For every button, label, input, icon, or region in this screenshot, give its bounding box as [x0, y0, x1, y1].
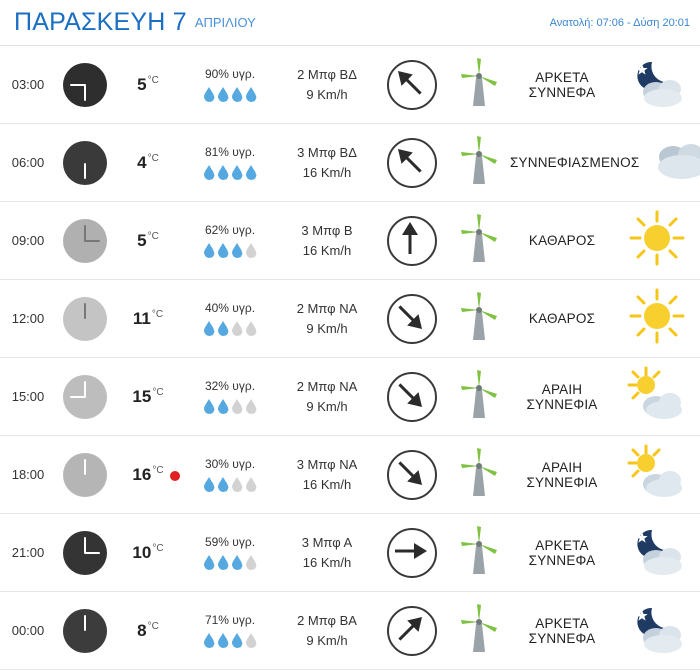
wind-beaufort: 2 Μπφ ΝΑ: [296, 378, 358, 394]
wind-speed: 16 Km/h: [302, 554, 352, 570]
humidity-drop: [246, 321, 257, 336]
temperature-value: 5: [137, 74, 147, 94]
wind-cell: [278, 65, 376, 105]
temperature-unit: °C: [147, 620, 159, 632]
turbine-cell: [448, 212, 510, 269]
humidity-drop: [218, 243, 229, 258]
humidity-label: 90% υγρ.: [204, 67, 256, 81]
wind-direction-cell: [376, 450, 448, 500]
humidity-drop: [218, 399, 229, 414]
weather-icon-cloudy: [651, 135, 700, 190]
row-time: 00:00: [11, 623, 45, 638]
wind-turbine-icon: [455, 524, 503, 581]
wind-beaufort: 2 Μπφ ΒΔ: [297, 66, 357, 82]
turbine-cell: [448, 602, 510, 659]
temperature: [114, 231, 182, 251]
forecast-row[interactable]: [0, 358, 700, 436]
humidity-drop: [218, 633, 229, 648]
humidity-drop: [232, 477, 243, 492]
clock-icon: [56, 609, 114, 653]
condition-label: ΑΡΚΕΤΑ ΣΥΝΝΕΦΑ: [528, 69, 596, 100]
turbine-cell: [448, 524, 510, 581]
humidity-label: 30% υγρ.: [204, 457, 256, 471]
humidity-drop: [218, 321, 229, 336]
wind-direction-cell: [376, 138, 448, 188]
forecast-row[interactable]: [0, 46, 700, 124]
temperature-unit: °C: [151, 308, 164, 320]
condition-label: ΑΡΚΕΤΑ ΣΥΝΝΕΦΑ: [528, 537, 596, 568]
wind-beaufort: 2 Μπφ ΝΑ: [296, 300, 358, 316]
humidity-label: 81% υγρ.: [204, 145, 256, 159]
humidity-cell: [182, 145, 278, 180]
temperature-value: 11: [132, 308, 151, 328]
weather-icon-cell: [614, 524, 700, 581]
weather-icon-night-cloudy: [626, 56, 688, 113]
temperature: [114, 621, 182, 641]
weather-icon-cell: [614, 209, 700, 272]
wind-speed: 9 Km/h: [306, 320, 348, 336]
humidity-drop: [232, 399, 243, 414]
sunrise-sunset-label: Ανατολή: 07:06 - Δύση 20:01: [549, 16, 690, 29]
wind-beaufort: 3 Μπφ Α: [301, 534, 353, 550]
temperature-value: 8: [137, 620, 147, 640]
wind-beaufort: 3 Μπφ ΒΔ: [297, 144, 357, 160]
condition-label: ΑΡΑΙΗ ΣΥΝΝΕΦΙΑ: [526, 381, 598, 412]
weather-icon-night-cloudy: [626, 524, 688, 581]
forecast-header: [0, 0, 700, 46]
wind-turbine-icon: [455, 134, 503, 191]
wind-speed: 9 Km/h: [306, 632, 348, 648]
alert-dot-icon[interactable]: [170, 471, 180, 481]
row-time: 03:00: [11, 77, 45, 92]
row-time: 12:00: [11, 311, 45, 326]
temperature-value: 5: [137, 230, 147, 250]
temperature: [114, 153, 182, 173]
temperature-value: 4: [137, 152, 147, 172]
wind-turbine-icon: [455, 212, 503, 269]
humidity-drop: [232, 243, 243, 258]
condition-label: ΑΡΚΕΤΑ ΣΥΝΝΕΦΑ: [528, 615, 596, 646]
condition-label: ΚΑΘΑΡΟΣ: [528, 233, 596, 248]
temperature: [114, 309, 182, 329]
humidity-drop: [232, 165, 243, 180]
humidity-drop: [232, 633, 243, 648]
humidity-label: 62% υγρ.: [204, 223, 256, 237]
forecast-row[interactable]: [0, 436, 700, 514]
condition-label: ΑΡΑΙΗ ΣΥΝΝΕΦΙΑ: [526, 459, 598, 490]
wind-cell: [278, 377, 376, 417]
humidity-drop: [246, 555, 257, 570]
temperature-unit: °C: [152, 464, 164, 476]
humidity-drop: [232, 87, 243, 102]
humidity-drop: [204, 555, 215, 570]
temperature-unit: °C: [152, 542, 164, 554]
wind-speed: 16 Km/h: [302, 476, 352, 492]
temperature: [114, 543, 182, 563]
humidity-drop: [218, 165, 229, 180]
humidity-drop: [218, 555, 229, 570]
wind-direction-icon: [387, 60, 437, 110]
weather-icon-night-cloudy: [626, 602, 688, 659]
clock-icon: [56, 297, 114, 341]
wind-direction-cell: [376, 372, 448, 422]
temperature-unit: °C: [147, 74, 159, 86]
humidity-drop: [246, 165, 257, 180]
wind-speed: 9 Km/h: [306, 86, 348, 102]
temperature-value: 16: [132, 464, 152, 484]
humidity-drop: [204, 321, 215, 336]
wind-direction-icon: [387, 138, 437, 188]
humidity-cell: [182, 613, 278, 648]
humidity-drop: [246, 87, 257, 102]
clock-icon: [56, 375, 114, 419]
temperature-unit: °C: [147, 230, 159, 242]
row-time: 09:00: [11, 233, 45, 248]
wind-direction-cell: [376, 606, 448, 656]
humidity-cell: [182, 379, 278, 414]
wind-cell: [278, 455, 376, 495]
forecast-row[interactable]: [0, 202, 700, 280]
weather-icon-cell: [639, 135, 700, 190]
humidity-drop: [204, 633, 215, 648]
humidity-cell: [182, 535, 278, 570]
humidity-drop: [204, 165, 215, 180]
forecast-row[interactable]: [0, 514, 700, 592]
humidity-label: 59% υγρ.: [204, 535, 256, 549]
header-month: ΑΠΡΙΛΙΟΥ: [194, 15, 256, 30]
wind-beaufort: 3 Μπφ Β: [301, 222, 353, 238]
weather-icon-sunny: [628, 209, 686, 272]
temperature: [114, 387, 182, 407]
temperature: [114, 75, 182, 95]
forecast-row[interactable]: [0, 280, 700, 358]
wind-turbine-icon: [455, 56, 503, 113]
humidity-drop: [204, 477, 215, 492]
turbine-cell: [448, 56, 510, 113]
wind-turbine-icon: [455, 368, 503, 425]
wind-direction-icon: [387, 216, 437, 266]
turbine-cell: [448, 134, 510, 191]
humidity-drop: [246, 399, 257, 414]
wind-direction-cell: [376, 216, 448, 266]
temperature-unit: °C: [152, 386, 164, 398]
weather-icon-partly-sunny: [626, 444, 688, 505]
weather-icon-cell: [614, 444, 700, 505]
weather-icon-cell: [614, 56, 700, 113]
humidity-drop: [232, 321, 243, 336]
condition-label: ΣΥΝΝΕΦΙΑΣΜΕΝΟΣ: [510, 155, 640, 170]
humidity-drop: [246, 633, 257, 648]
humidity-drop: [246, 243, 257, 258]
wind-cell: [278, 221, 376, 261]
weather-icon-cell: [614, 366, 700, 427]
wind-turbine-icon: [455, 602, 503, 659]
wind-direction-cell: [376, 528, 448, 578]
clock-icon: [56, 219, 114, 263]
weather-icon-partly-sunny: [626, 366, 688, 427]
wind-direction-icon: [387, 372, 437, 422]
row-time: 06:00: [11, 155, 45, 170]
forecast-row[interactable]: [0, 124, 700, 202]
wind-direction-cell: [376, 60, 448, 110]
forecast-row[interactable]: [0, 592, 700, 670]
header-day: ΠΑΡΑΣΚΕΥΗ 7: [14, 8, 187, 36]
wind-cell: [278, 611, 376, 651]
wind-direction-icon: [387, 528, 437, 578]
clock-icon: [56, 141, 114, 185]
wind-beaufort: 3 Μπφ ΝΑ: [296, 456, 358, 472]
wind-speed: 16 Km/h: [302, 164, 352, 180]
wind-cell: [278, 533, 376, 573]
clock-icon: [56, 453, 114, 497]
wind-cell: [278, 143, 376, 183]
turbine-cell: [448, 446, 510, 503]
wind-beaufort: 2 Μπφ ΒΑ: [297, 612, 357, 628]
temperature-unit: °C: [147, 152, 159, 164]
humidity-drop: [204, 399, 215, 414]
wind-turbine-icon: [455, 446, 503, 503]
turbine-cell: [448, 368, 510, 425]
temperature: [114, 465, 182, 485]
weather-icon-sunny: [628, 287, 686, 350]
weather-icon-cell: [614, 602, 700, 659]
clock-icon: [56, 63, 114, 107]
weather-icon-cell: [614, 287, 700, 350]
humidity-drop: [218, 87, 229, 102]
humidity-label: 40% υγρ.: [204, 301, 256, 315]
row-time: 18:00: [11, 467, 45, 482]
wind-direction-icon: [387, 606, 437, 656]
wind-turbine-icon: [455, 290, 503, 347]
temperature-value: 10: [132, 542, 152, 562]
condition-label: ΚΑΘΑΡΟΣ: [528, 311, 596, 326]
forecast-rows: [0, 46, 700, 670]
wind-speed: 16 Km/h: [302, 242, 352, 258]
humidity-drop: [246, 477, 257, 492]
humidity-label: 32% υγρ.: [204, 379, 256, 393]
wind-cell: [278, 299, 376, 339]
temperature-value: 15: [132, 386, 152, 406]
humidity-cell: [182, 301, 278, 336]
clock-icon: [56, 531, 114, 575]
humidity-cell: [182, 457, 278, 492]
humidity-cell: [182, 223, 278, 258]
humidity-label: 71% υγρ.: [204, 613, 256, 627]
humidity-cell: [182, 67, 278, 102]
humidity-drop: [218, 477, 229, 492]
wind-direction-cell: [376, 294, 448, 344]
wind-speed: 9 Km/h: [306, 398, 348, 414]
turbine-cell: [448, 290, 510, 347]
humidity-drop: [204, 87, 215, 102]
wind-direction-icon: [387, 450, 437, 500]
humidity-drop: [232, 555, 243, 570]
wind-direction-icon: [387, 294, 437, 344]
row-time: 15:00: [11, 389, 45, 404]
row-time: 21:00: [11, 545, 45, 560]
humidity-drop: [204, 243, 215, 258]
